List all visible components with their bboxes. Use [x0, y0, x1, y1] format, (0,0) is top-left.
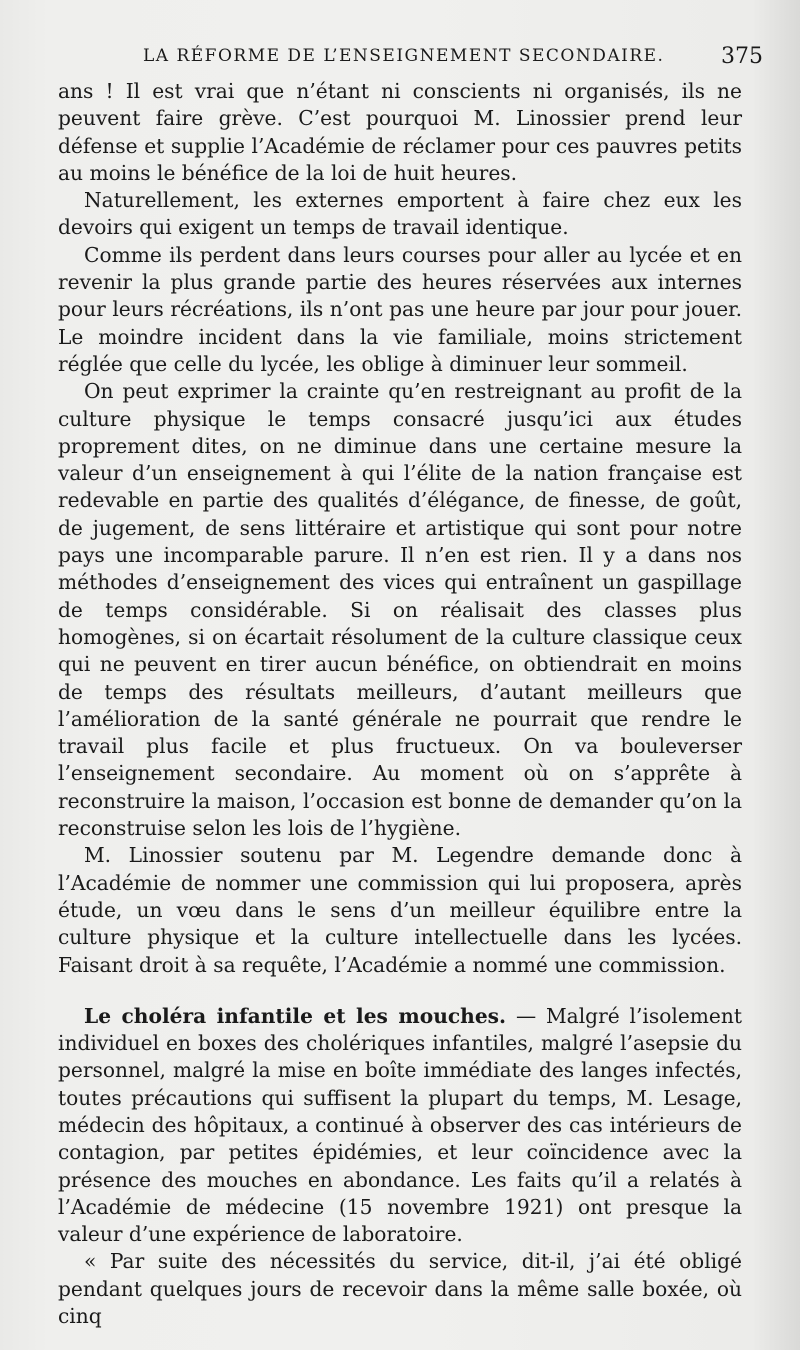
- paragraph-courses: Comme ils perdent dans leurs courses pour aller au lycée et en revenir la plus grande partie des heures réservées aux internes pour leurs récréations, ils n’ont pas une heure par jour pour jouer. Le moindre incident dans la vie familiale, moins strictement réglée que celle du lycée, les oblige à diminuer leur sommeil.: [58, 242, 742, 376]
- paragraph-quote: « Par suite des nécessités du service, dit-il, j’ai été obligé pendant quelques jours de recevoir dans la même salle boxée, où cinq: [58, 1249, 742, 1329]
- body-text: [58, 78, 742, 1330]
- paragraph-continued: ans ! Il est vrai que n’étant ni conscients ni organisés, ils ne peuvent faire grève. C’est pourquoi M. Linossier prend leur défense et supplie l’Académie de réclamer pour ces pauvres petits au moins le bénéfice de la loi de huit heures.: [58, 79, 742, 185]
- page-number: 375: [721, 44, 763, 69]
- paragraph-externes: Naturellement, les externes emportent à faire chez eux les devoirs qui exigent un temps de travail identique.: [58, 188, 742, 240]
- paragraph-culture-physique: On peut exprimer la crainte qu’en restreignant au profit de la culture physique le temps consacré jusqu’ici aux études proprement dites, on ne diminue dans une certaine mesure la valeur d’un enseignement à qui l’élite de la nation française est redevable en partie des qualités d’élégance, de finesse, de goût, de jugement, de sens littéraire et artistique qui sont pour notre pays une incomparable parure. Il n’en est rien. Il y a dans nos méthodes d’enseignement des vices qui entraînent un gaspillage de temps considérable. Si on réalisait des classes plus homogènes, si on écartait résolument de la culture classique ceux qui ne peuvent en tirer aucun bénéfice, on obtiendrait en moins de temps des résultats meilleurs, d’autant meilleurs que l’amélioration de la santé générale ne pourrait que rendre le travail plus facile et plus fructueux. On va bouleverser l’enseignement secondaire. Au moment où on s’apprête à reconstruire la maison, l’occasion est bonne de demander qu’on la reconstruise selon les lois de l’hygiène.: [58, 379, 742, 841]
- running-head: [143, 46, 763, 74]
- section-title: Le choléra infantile et les mouches.: [84, 1003, 507, 1028]
- paragraph-commission: M. Linossier soutenu par M. Legendre demande donc à l’Académie de nommer une commission qui lui proposera, après étude, un vœu dans le sens d’un meilleur équilibre entre la culture physique et la culture intellectuelle dans les lycées. Faisant droit à sa requête, l’Académie a nommé une commission.: [58, 843, 742, 977]
- running-title: LA RÉFORME DE L’ENSEIGNEMENT SECONDAIRE.: [143, 46, 665, 66]
- section-dash: —: [506, 1003, 546, 1028]
- section-cholera-paragraph: [58, 1003, 742, 1249]
- section-text: Malgré l’isolement individuel en boxes des cholériques infantiles, malgré l’asepsie du personnel, malgré la mise en boîte immédiate des langes infectés, toutes précautions qui suffisent la plupart du temps, M. Lesage, médecin des hôpitaux, a continué à observer des cas intérieurs de contagion, par petites épidémies, et leur coïncidence avec la présence des mouches en abondance. Les faits qu’il a relatés à l’Académie de médecine (15 novembre 1921) ont presque la valeur d’une expérience de laboratoire.: [58, 1003, 742, 1247]
